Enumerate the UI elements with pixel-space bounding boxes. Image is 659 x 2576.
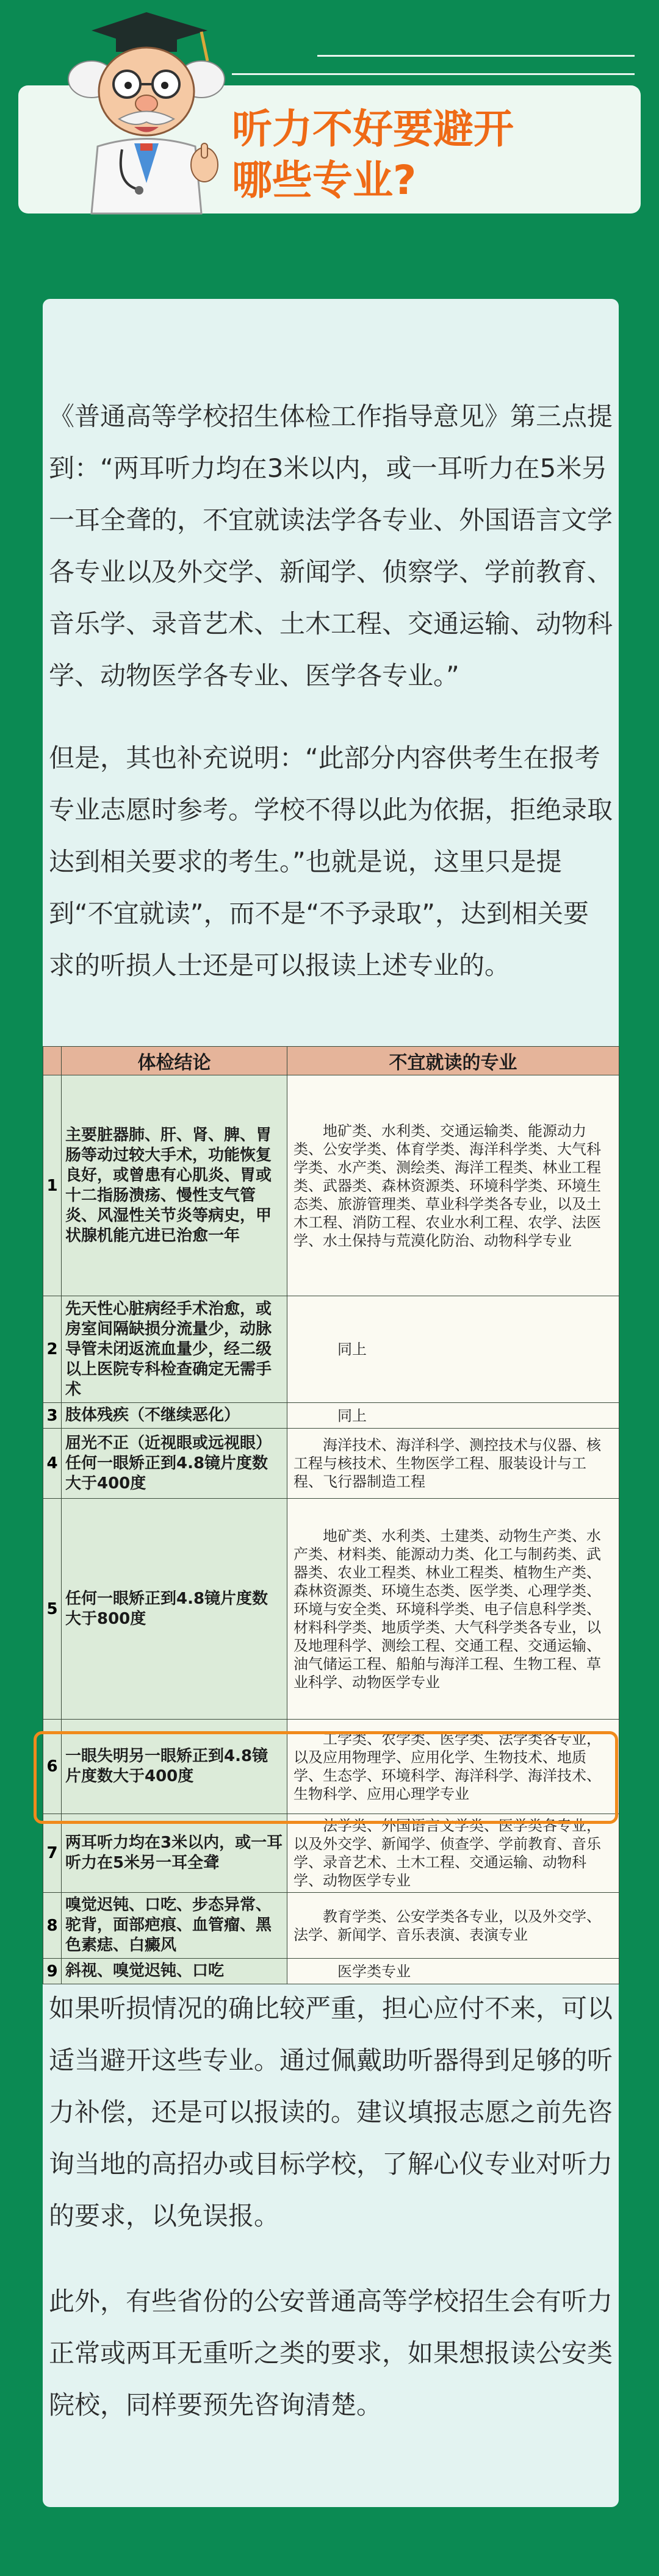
row-number: 6 <box>43 1720 62 1814</box>
row-majors: 教育学类、公安学类各专业，以及外交学、法学、新闻学、音乐表演、表演专业 <box>287 1893 619 1959</box>
police-school-paragraph: 此外，有些省份的公安普通高等学校招生会有听力正常或两耳无重听之类的要求，如果想报读公安类院校，同样要预先咨询清楚。 <box>49 2286 613 2420</box>
table-row <box>43 1893 619 1959</box>
table-row <box>43 1296 619 1403</box>
table-row <box>43 1499 619 1720</box>
row-conclusion: 一眼失明另一眼矫正到4.8镜片度数大于400度 <box>62 1720 287 1814</box>
table-header-majors: 不宜就读的专业 <box>287 1047 619 1075</box>
table-header-blank <box>43 1047 62 1075</box>
table-row <box>43 1959 619 1984</box>
row-number: 2 <box>43 1296 62 1403</box>
page-title <box>232 104 622 206</box>
title-line-1: 听力不好要避开 <box>232 106 514 152</box>
header <box>0 0 659 232</box>
table-row <box>43 1814 619 1893</box>
row-majors: 法学类、外国语言文学类、医学类各专业，以及外交学、新闻学、侦查学、学前教育、音乐学、录音艺术、土木工程、交通运输、动物科学、动物医学专业 <box>287 1814 619 1893</box>
row-majors: 海洋技术、海洋科学、测控技术与仪器、核工程与核技术、生物医学工程、服装设计与工程、飞行器制造工程 <box>287 1429 619 1499</box>
row-majors: 工学类、农学类、医学类、法学类各专业，以及应用物理学、应用化学、生物技术、地质学、生态学、环境科学、海洋科学、海洋技术、生物科学、应用心理学专业 <box>287 1720 619 1814</box>
row-conclusion: 嗅觉迟钝、口吃、步态异常、驼背，面部疤痕、血管瘤、黑色素痣、白癜风 <box>62 1893 287 1959</box>
table-row <box>43 1403 619 1429</box>
row-conclusion: 主要脏器肺、肝、肾、脾、胃肠等动过较大手术，功能恢复良好，或曾患有心肌炎、胃或十二指肠溃疡、慢性支气管炎、风湿性关节炎等病史，甲状腺机能亢进已治愈一年 <box>62 1075 287 1296</box>
doctor-mascot-icon <box>55 6 238 220</box>
row-number: 9 <box>43 1959 62 1984</box>
table-row <box>43 1720 619 1814</box>
table-row <box>43 1075 619 1296</box>
row-number: 3 <box>43 1403 62 1429</box>
advice-paragraph: 如果听损情况的确比较严重，担心应付不来，可以适当避开这些专业。通过佩戴助听器得到足够的听力补偿，还是可以报读的。建议填报志愿之前先咨询当地的高招办或目标学校，了解心仪专业对听力的要求，以免误报。 <box>49 1993 613 2231</box>
row-conclusion: 任何一眼矫正到4.8镜片度数大于800度 <box>62 1499 287 1720</box>
row-majors: 地矿类、水利类、交通运输类、能源动力类、公安学类、体育学类、海洋科学类、大气科学类、水产类、测绘类、海洋工程类、林业工程类、武器类、森林资源类、环境科学类、环境生态类、旅游管理类、草业科学类各专业，以及土木工程、消防工程、农业水利工程、农学、法医学、水土保持与荒漠化防治、动物科学专业 <box>287 1075 619 1296</box>
table-header-conclusion: 体检结论 <box>62 1047 287 1075</box>
row-majors: 同上 <box>287 1296 619 1403</box>
row-majors: 医学类专业 <box>287 1959 619 1984</box>
row-majors: 地矿类、水利类、土建类、动物生产类、水产类、材料类、能源动力类、化工与制药类、武器类、农业工程类、林业工程类、植物生产类、森林资源类、环境生态类、医学类、心理学类、环境与安全类、环境科学类、电子信息科学类、材料科学类、地质学类、大气科学类各专业，以及地理科学、测绘工程、交通工程、交通运输、油气储运工程、船舶与海洋工程、生物工程、草业科学、动物医学专业 <box>287 1499 619 1720</box>
row-number: 8 <box>43 1893 62 1959</box>
row-conclusion: 屈光不正（近视眼或远视眼）任何一眼矫正到4.8镜片度数大于400度 <box>62 1429 287 1499</box>
intro-paragraph: 《普通高等学校招生体检工作指导意见》第三点提到：“两耳听力均在3米以内，或一耳听力在5米另一耳全聋的，不宜就读法学各专业、外国语言文学各专业以及外交学、新闻学、侦察学、学前教育、音乐学、录音艺术、土木工程、交通运输、动物科学、动物医学各专业、医学各专业。” <box>49 401 613 691</box>
row-conclusion: 两耳听力均在3米以内，或一耳听力在5米另一耳全聋 <box>62 1814 287 1893</box>
content-panel <box>43 299 619 2507</box>
medical-restriction-table <box>43 1046 619 1984</box>
row-conclusion: 斜视、嗅觉迟钝、口吃 <box>62 1959 287 1984</box>
row-conclusion: 先天性心脏病经手术治愈，或房室间隔缺损分流量少，动脉导管未闭返流血量少，经二级以上医院专科检查确定无需手术 <box>62 1296 287 1403</box>
decorative-line <box>232 73 635 75</box>
row-majors: 同上 <box>287 1403 619 1429</box>
supplement-paragraph: 但是，其也补充说明：“此部分内容供考生在报考专业志愿时参考。学校不得以此为依据，拒绝录取达到相关要求的考生。”也就是说，这里只是提到“不宜就读”，而不是“不予录取”，达到相关要求的听损人士还是可以报读上述专业的。 <box>49 743 613 980</box>
row-number: 7 <box>43 1814 62 1893</box>
decorative-line <box>317 55 635 57</box>
row-number: 4 <box>43 1429 62 1499</box>
row-conclusion: 肢体残疾（不继续恶化） <box>62 1403 287 1429</box>
title-line-2: 哪些专业? <box>232 157 417 204</box>
row-number: 1 <box>43 1075 62 1296</box>
row-number: 5 <box>43 1499 62 1720</box>
table-row <box>43 1429 619 1499</box>
